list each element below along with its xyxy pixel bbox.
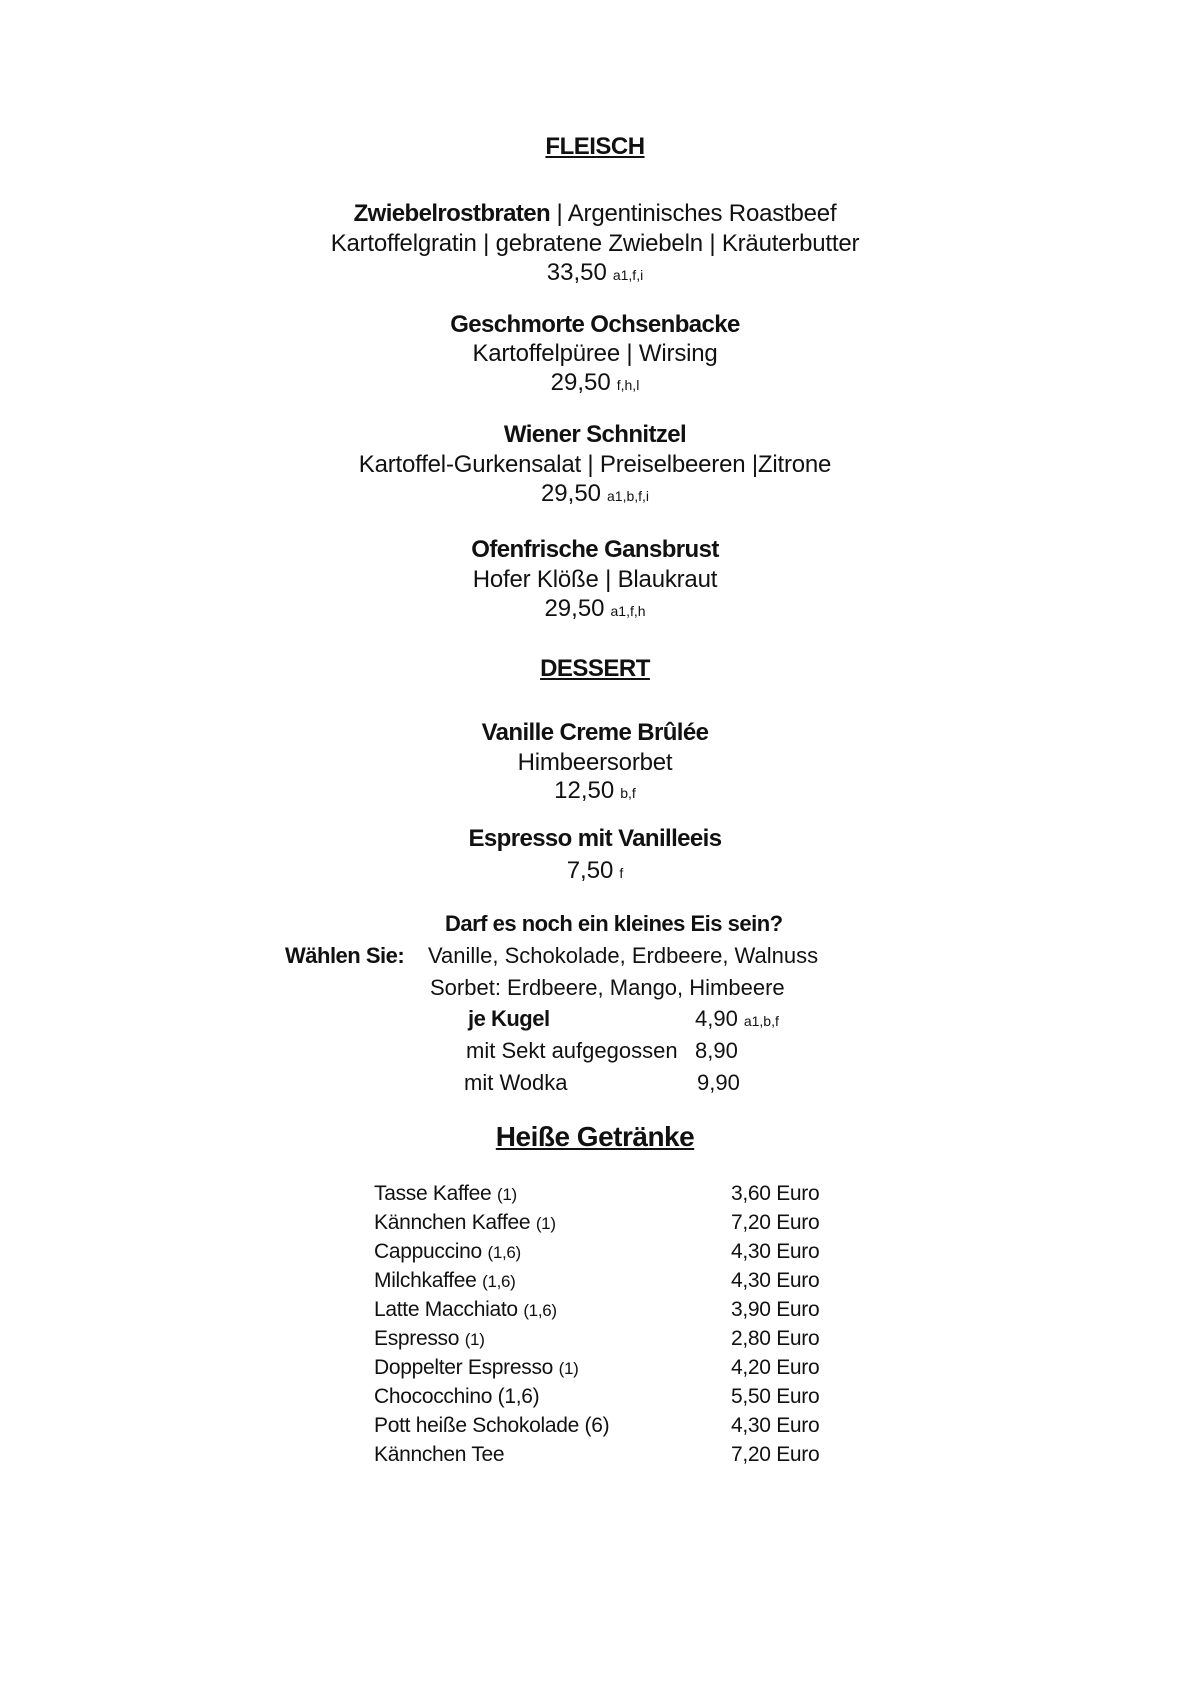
allergen-codes: f	[619, 865, 624, 881]
eis-option-label: mit Wodka	[464, 1070, 568, 1095]
dish-description: Kartoffelgratin | gebratene Zwiebeln | Kräuterbutter	[330, 230, 860, 257]
drink-name: Cappuccino (1,6)	[374, 1240, 521, 1263]
drink-name: Chococchino (1,6)	[374, 1385, 540, 1408]
drink-price: 7,20 Euro	[731, 1443, 820, 1466]
drink-price: 4,30 Euro	[731, 1269, 820, 1292]
eis-choose-label: Wählen Sie:	[285, 943, 405, 968]
dish-price: 7,50	[566, 857, 614, 884]
allergen-codes: a1,b,f	[743, 1013, 779, 1029]
drink-code: (1)	[464, 1330, 485, 1349]
dish-description: Himbeersorbet	[517, 749, 673, 776]
dish-name: Ofenfrische Gansbrust	[471, 536, 719, 563]
drink-price: 7,20 Euro	[731, 1211, 820, 1234]
dish-price: 12,50	[554, 777, 615, 804]
drink-price: 4,30 Euro	[731, 1240, 820, 1263]
dish-price-line	[0, 595, 1190, 623]
drink-price: 4,20 Euro	[731, 1356, 820, 1379]
allergen-codes: a1,b,f,i	[607, 488, 650, 504]
dish-price-line	[0, 259, 1190, 287]
drink-name: Pott heiße Schokolade (6)	[374, 1414, 610, 1437]
dish-price-line	[0, 480, 1190, 508]
dish-name-suffix: | Argentinisches Roastbeef	[550, 200, 837, 227]
drink-code: (1)	[496, 1185, 517, 1204]
drink-code: (1,6)	[487, 1243, 521, 1262]
allergen-codes: b,f	[620, 785, 636, 801]
eis-option-price: 8,90	[695, 1038, 738, 1063]
dish-price-line	[0, 369, 1190, 397]
eis-option-label: mit Sekt aufgegossen	[466, 1038, 678, 1063]
dish-price-line	[0, 777, 1190, 805]
drink-name: Doppelter Espresso (1)	[374, 1356, 579, 1379]
eis-flavors: Vanille, Schokolade, Erdbeere, Walnuss	[428, 943, 819, 968]
drink-price: 3,60 Euro	[731, 1182, 820, 1205]
drink-code: (1,6)	[482, 1272, 516, 1291]
drink-price: 4,30 Euro	[731, 1414, 820, 1437]
section-heading-dessert: DESSERT	[540, 655, 650, 682]
drink-price: 3,90 Euro	[731, 1298, 820, 1321]
drink-code: (1)	[535, 1214, 556, 1233]
eis-sorbets: Sorbet: Erdbeere, Mango, Himbeere	[430, 975, 785, 1000]
eis-option-price-line	[695, 1006, 779, 1032]
dish-name: Wiener Schnitzel	[503, 421, 687, 448]
dish-price-line	[0, 857, 1190, 885]
section-heading-getraenke: Heiße Getränke	[495, 1121, 695, 1152]
dish-name: Geschmorte Ochsenbacke	[450, 311, 740, 338]
dish-description: Kartoffelpüree | Wirsing	[472, 340, 718, 367]
allergen-codes: a1,f,i	[612, 267, 644, 283]
dish-price: 29,50	[540, 480, 602, 507]
section-heading-fleisch: FLEISCH	[545, 133, 645, 160]
drink-name: Milchkaffee (1,6)	[374, 1269, 516, 1292]
drink-price: 2,80 Euro	[731, 1327, 820, 1350]
dish-price: 33,50	[546, 259, 607, 286]
drink-name: Kännchen Tee	[374, 1443, 505, 1466]
dish-name: Vanille Creme Brûlée	[481, 719, 709, 746]
drink-name: Espresso (1)	[374, 1327, 485, 1350]
drink-price: 5,50 Euro	[731, 1385, 820, 1408]
dish-price: 29,50	[550, 369, 611, 396]
drink-name: Kännchen Kaffee (1)	[374, 1211, 556, 1234]
dish-name: Espresso mit Vanilleeis	[468, 825, 722, 852]
dish-name: Zwiebelrostbraten	[353, 200, 551, 227]
drink-code: (1)	[558, 1359, 579, 1378]
eis-option-price: 9,90	[697, 1070, 740, 1095]
eis-option-label: je Kugel	[468, 1006, 550, 1031]
allergen-codes: a1,f,h	[610, 603, 646, 619]
dish-description: Hofer Klöße | Blaukraut	[472, 566, 718, 593]
drink-name: Tasse Kaffee (1)	[374, 1182, 517, 1205]
dish-price: 29,50	[544, 595, 605, 622]
eis-question: Darf es noch ein kleines Eis sein?	[445, 911, 783, 936]
drink-name: Latte Macchiato (1,6)	[374, 1298, 557, 1321]
dish-description: Kartoffel-Gurkensalat | Preiselbeeren |Zitrone	[358, 451, 832, 478]
eis-option-price: 4,90	[695, 1006, 738, 1031]
dish-title	[0, 200, 1190, 228]
allergen-codes: f,h,l	[616, 377, 640, 393]
drink-code: (1,6)	[523, 1301, 557, 1320]
